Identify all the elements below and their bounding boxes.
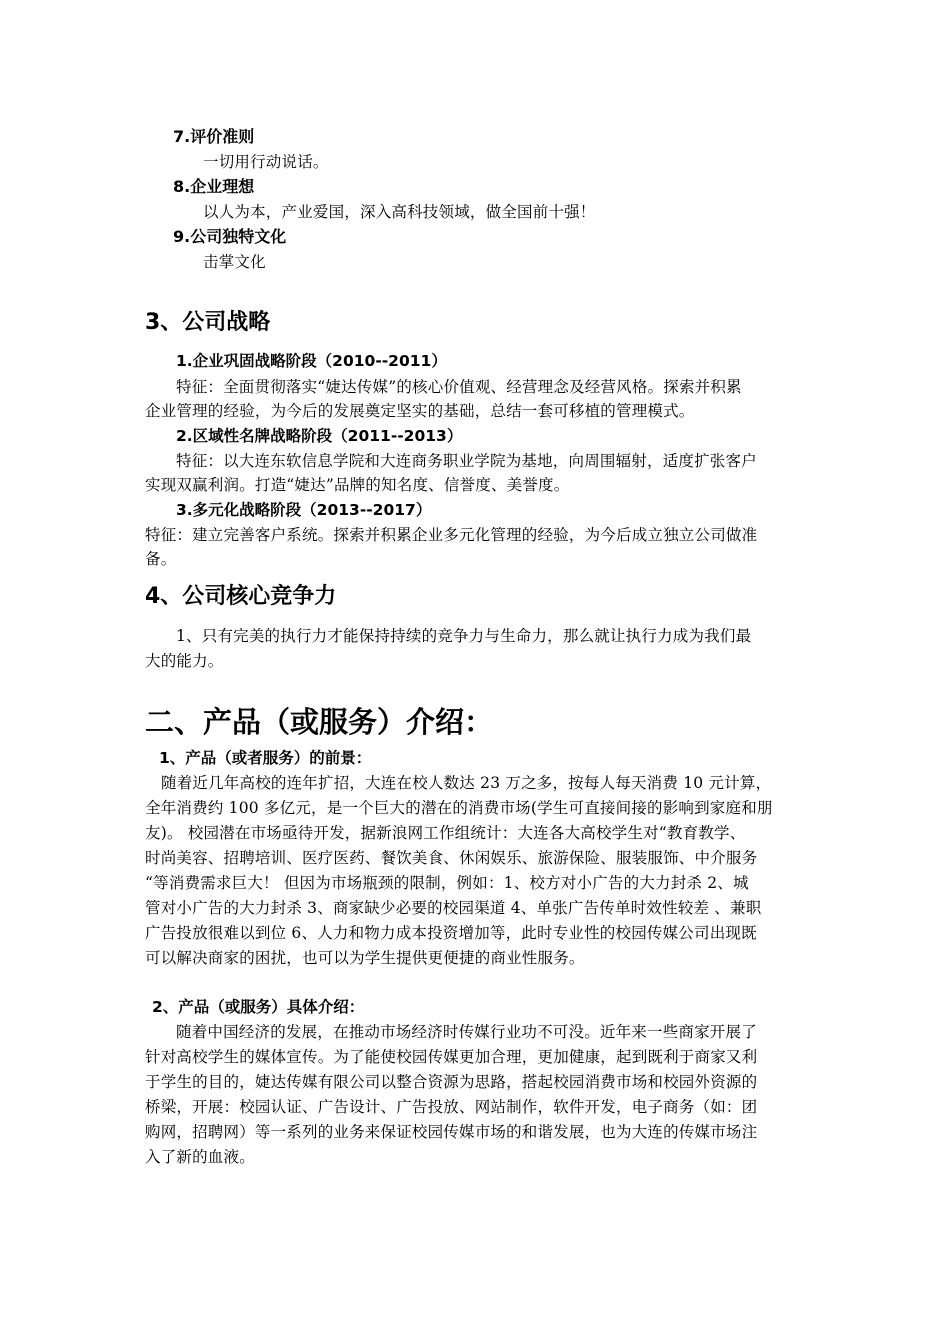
product-sub2-line-6: 入了新的血液。 (145, 1148, 255, 1166)
product-sub1-line-8: 可以解决商家的困扰，也可以为学生提供更便捷的商业性服务。 (145, 949, 585, 967)
phase3-line-1: 特征：建立完善客户系统。探索并积累企业多元化管理的经验，为今后成立独立公司做准 (145, 526, 758, 544)
competence-line-2: 大的能力。 (145, 652, 224, 670)
item7-title: 7.评价准则 (173, 127, 255, 146)
phase1-line-1: 特征：全面贯彻落实“婕达传媒”的核心价值观、经营理念及经营风格。探索并积累 (176, 378, 742, 396)
phase3-line-2: 备。 (145, 550, 177, 568)
product-sub2-line-1: 随着中国经济的发展，在推动市场经济时传媒行业功不可没。近年来一些商家开展了 (176, 1023, 757, 1041)
product-sub1-line-4: 时尚美容、招聘培训、医疗医药、餐饮美食、休闲娱乐、旅游保险、服装服饰、中介服务 (145, 849, 758, 867)
phase1-line-2: 企业管理的经验，为今后的发展奠定坚实的基础，总结一套可移植的管理模式。 (145, 402, 695, 420)
product-sub2-line-3: 于学生的目的，婕达传媒有限公司以整合资源为思路，搭起校园消费市场和校园外资源的 (145, 1073, 758, 1091)
phase2-line-1: 特征：以大连东软信息学院和大连商务职业学院为基地，向周围辐射，适度扩张客户 (176, 452, 757, 470)
phase1-title: 1.企业巩固战略阶段（2010--2011） (176, 352, 447, 370)
product-sub2-title: 2、产品（或服务）具体介绍： (152, 998, 365, 1016)
item9-title: 9.公司独特文化 (173, 227, 287, 246)
phase2-line-2: 实现双赢利润。打造“婕达”品牌的知名度、信誉度、美誉度。 (145, 476, 570, 494)
product-sub2-line-2: 针对高校学生的媒体宣传。为了能使校园传媒更加合理，更加健康，起到既利于商家又利 (145, 1048, 758, 1066)
product-sub1-line-2: 全年消费约 100 多亿元，是一个巨大的潜在的消费市场(学生可直接间接的影响到家庭和朋 (145, 799, 773, 817)
item7-text: 一切用行动说话。 (203, 153, 329, 171)
product-sub1-line-6: 管对小广告的大力封杀 3、商家缺少必要的校园渠道 4、单张广告传单时效性较差 、兼职 (145, 899, 762, 917)
product-sub1-line-3: 友)。 校园潜在市场亟待开发，据新浪网工作组统计：大连各大高校学生对“教育教学、 (145, 824, 746, 842)
product-sub2-line-5: 购网，招聘网）等一系列的业务来保证校园传媒市场的和谐发展，也为大连的传媒市场注 (145, 1123, 758, 1141)
phase3-title: 3.多元化战略阶段（2013--2017） (176, 501, 432, 519)
phase2-title: 2.区域性名牌战略阶段（2011--2013） (176, 427, 463, 445)
product-sub1-line-1: 随着近几年高校的连年扩招，大连在校人数达 23 万之多，按每人每天消费 10 元计算， (161, 774, 772, 792)
item9-text: 击掌文化 (203, 253, 266, 271)
competence-heading: 4、公司核心竞争力 (145, 584, 337, 609)
item8-text: 以人为本，产业爱国，深入高科技领域，做全国前十强！ (203, 203, 596, 221)
strategy-heading: 3、公司战略 (145, 310, 271, 335)
product-sub1-line-7: 广告投放很难以到位 6、人力和物力成本投资增加等，此时专业性的校园传媒公司出现既 (145, 924, 757, 942)
product-heading: 二、产品（或服务）介绍： (145, 705, 494, 739)
product-sub2-line-4: 桥梁，开展：校园认证、广告设计、广告投放、网站制作，软件开发，电子商务（如：团 (145, 1098, 758, 1116)
product-sub1-title: 1、产品（或者服务）的前景： (159, 749, 372, 767)
item8-title: 8.企业理想 (173, 177, 255, 196)
product-sub1-line-5: “等消费需求巨大！ 但因为市场瓶颈的限制，例如：1、校方对小广告的大力封杀 2、城 (145, 874, 749, 892)
competence-line-1: 1、只有完美的执行力才能保持持续的竞争力与生命力，那么就让执行力成为我们最 (176, 627, 752, 645)
